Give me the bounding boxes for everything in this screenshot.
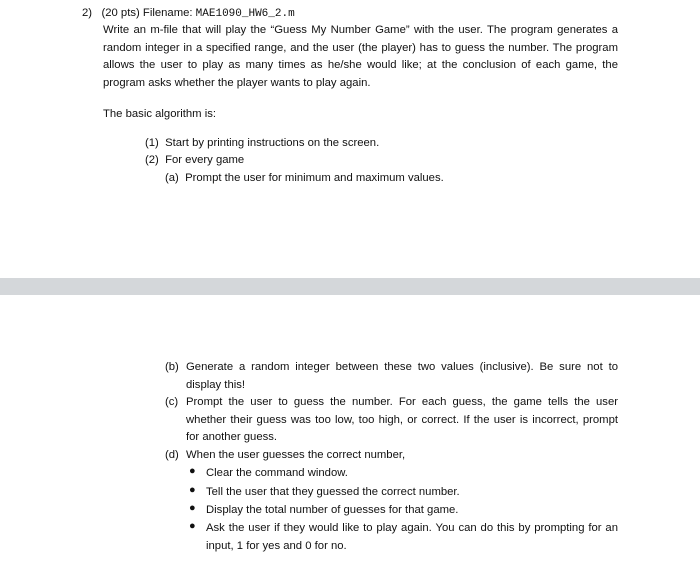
step-1 [145, 135, 379, 153]
filename-label: Filename: [142, 7, 193, 19]
page-top [0, 0, 700, 278]
page-break-divider [0, 278, 700, 295]
problem-points: (20 pts) [101, 7, 140, 19]
step-number: (1) [145, 137, 159, 149]
bullet-icon: ● [189, 520, 196, 532]
substep-b-text: Generate a random integer between these two values (inclusive). Be sure not to display this! [186, 361, 618, 391]
bullet-item-4: Ask the user if they would like to play again. You can do this by prompting for an input, 1 for yes and 0 for no. [206, 522, 618, 552]
step-number: (2) [145, 154, 159, 166]
algorithm-heading: The basic algorithm is: [103, 108, 217, 120]
bullet-icon: ● [189, 502, 196, 514]
substep-c-letter: (c) [165, 396, 179, 408]
problem-header [82, 5, 295, 24]
step-text: For every game [165, 154, 245, 166]
problem-intro: Write an m-file that will play the “Guess My Number Game” with the user. The program generates a random integer in a specified range, and the user (the player) has to guess the number. The program allows the user to play as many times as he/she would like; at the conclusion of each game, the program asks whether the player wants to play again. [103, 24, 618, 89]
bullet-item-1: Clear the command window. [206, 467, 348, 479]
substep-text: Prompt the user for minimum and maximum values. [185, 172, 444, 184]
bullet-icon: ● [189, 484, 196, 496]
problem-number: 2) [82, 7, 93, 19]
bullet-item-3: Display the total number of guesses for that game. [206, 504, 459, 516]
substep-d-letter: (d) [165, 449, 179, 461]
substep-c-text: Prompt the user to guess the number. For each guess, the game tells the user whether their guess was too low, too high, or correct. If the user is incorrect, prompt for another guess. [186, 396, 618, 444]
substep-b-letter: (b) [165, 361, 179, 373]
substep-a [165, 170, 444, 188]
filename: MAE1090_HW6_2.m [195, 8, 295, 20]
bullet-icon: ● [189, 465, 196, 477]
substep-d-text: When the user guesses the correct number, [186, 449, 406, 461]
bullet-item-2: Tell the user that they guessed the correct number. [206, 486, 460, 498]
step-text: Start by printing instructions on the screen. [165, 137, 380, 149]
step-2 [145, 152, 244, 170]
page-bottom [0, 295, 700, 566]
substep-letter: (a) [165, 172, 179, 184]
